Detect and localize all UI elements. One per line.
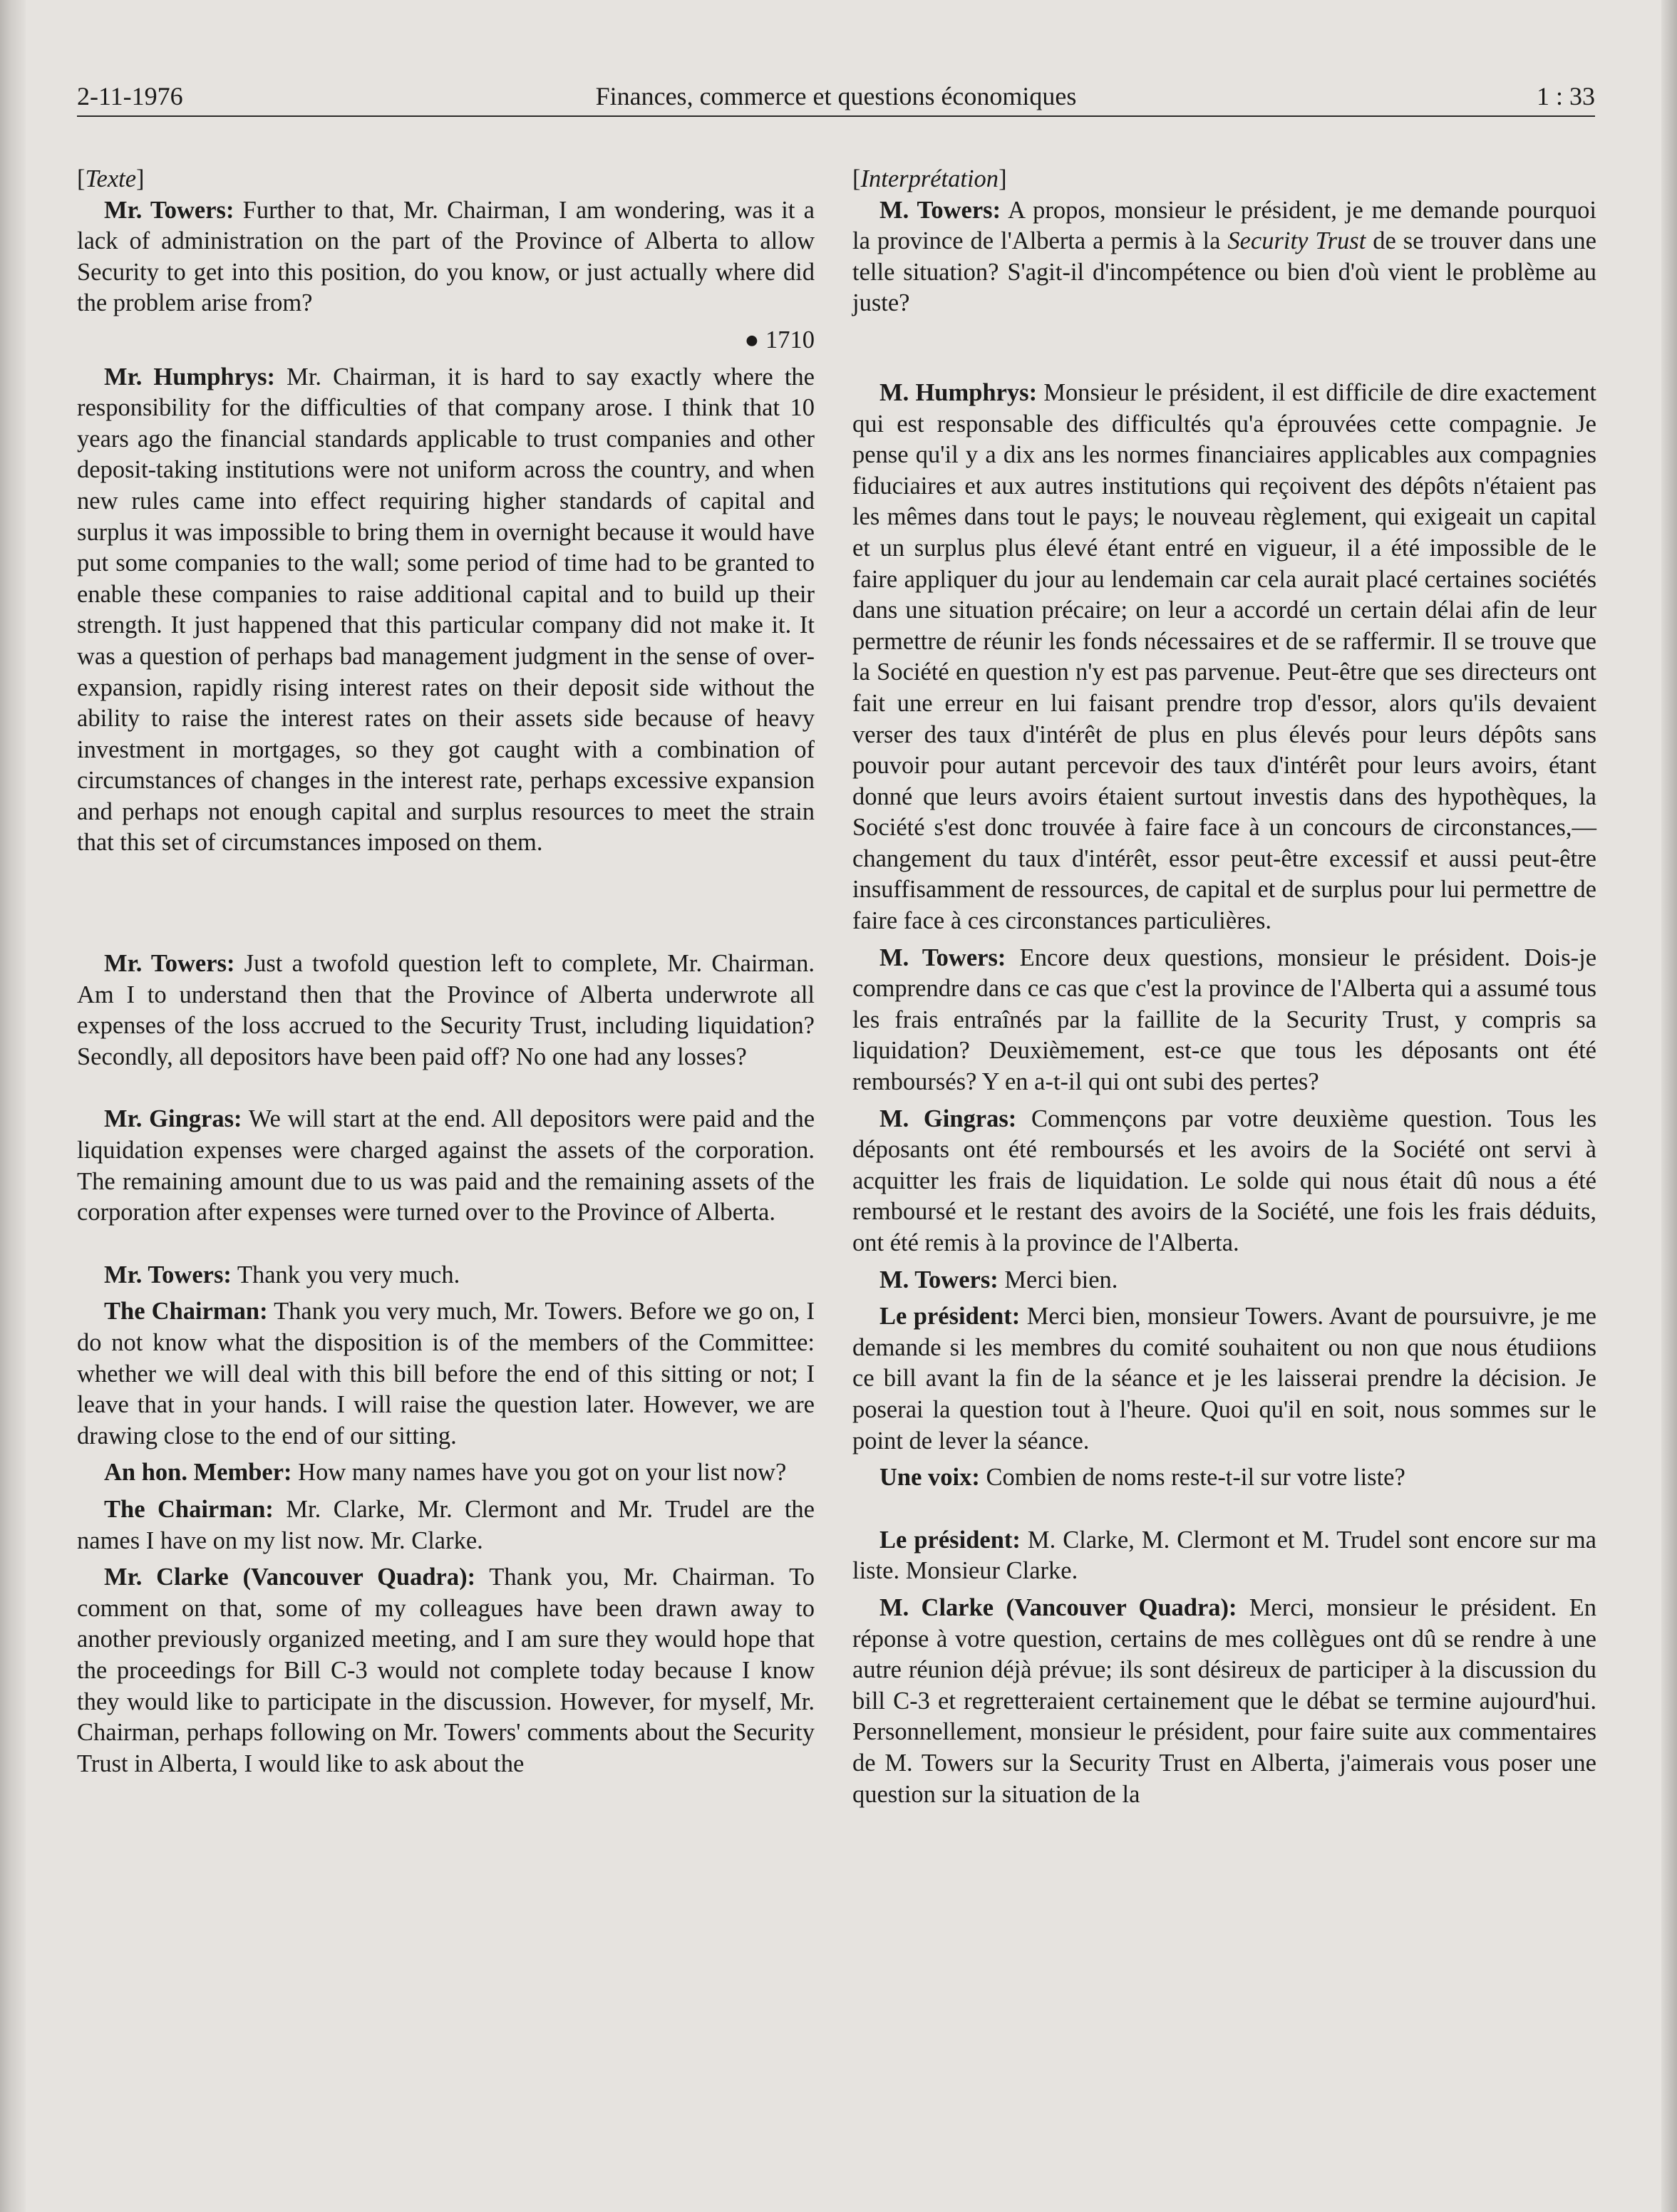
speech-text: de se trouver dans une telle situation? S'agit-il d'incompétence ou bien d'où vient le problème au juste? [852, 227, 1596, 317]
speaker-name: M. Humphrys: [879, 378, 1038, 406]
column-gap [77, 1234, 815, 1260]
speech-text: Combien de noms reste-t-il sur votre liste? [979, 1464, 1405, 1492]
speaker-name: M. Towers: [879, 196, 1001, 224]
column-gap [77, 864, 815, 949]
speech-text: Further to that, Mr. Chairman, I am wondering, was it a lack of administration on the part of the Province of Alberta to allow Security to get into this position, do you know, or just actually where did the problem arise from? [77, 196, 815, 317]
speaker-name: Mr. Clarke (Vancouver Quadra): [104, 1564, 476, 1591]
speech-paragraph [852, 195, 1596, 319]
speech-text: A propos, monsieur le président, je me demande pourquoi la province de l'Alberta a permis à la [852, 196, 1596, 255]
speech-paragraph [852, 1301, 1596, 1457]
speech-paragraph [852, 943, 1596, 1098]
section-label-text: Texte [85, 165, 137, 192]
speaker-name: Une voix: [879, 1464, 980, 1492]
speech-paragraph [77, 362, 815, 859]
header-date: 2-11-1976 [77, 82, 183, 110]
header-page-number: 1 : 33 [1536, 82, 1595, 110]
speaker-name: Le président: [879, 1526, 1021, 1554]
speech-paragraph [852, 378, 1596, 937]
column-gap [852, 325, 1596, 378]
speech-paragraph [77, 195, 815, 319]
speaker-name: Mr. Humphrys: [104, 363, 276, 391]
header-title: Finances, commerce et questions économiques [595, 82, 1077, 110]
page-binding-shadow [0, 0, 26, 2212]
speech-text: Thank you, Mr. Chairman. To comment on that, some of my colleagues have been drawn away to another previously organized meeting, and I am sure they would hope that the proceedings for Bill C-3 would not complete today because I know they would like to participate in the discussion. However, for myself, Mr. Chairman, perhaps following on Mr. Towers' comments about the Security Trust in Alberta, I would like to ask about the [77, 1564, 815, 1777]
column-gap [77, 1078, 815, 1104]
page-right-edge [1661, 0, 1677, 2212]
speaker-name: An hon. Member: [104, 1459, 292, 1487]
speaker-name: The Chairman: [104, 1298, 268, 1325]
column-gap [852, 1499, 1596, 1525]
speech-text: Commençons par votre deuxième question. Tous les déposants ont été remboursés et les avoirs de la Société ont servi à acquitter les frais de liquidation. Le solde qui nous était dû nous a été remboursé et le restant des avoirs de la Société, une fois les frais déduits, ont été remis à la province de l'Alberta. [852, 1105, 1596, 1256]
speech-text: Mr. Chairman, it is hard to say exactly where the responsibility for the difficulties of that company arose. I think that 10 years ago the financial standards applicable to trust companies and other deposit-taking institutions were not uniform across the country, and when new rules came into effect requiring higher standards of capital and surplus it was impossible to bring them in overnight because it would have put some companies to the wall; some period of time had to be granted to enable these companies to raise additional capital and to build up their strength. It just happened that this particular company did not make it. It was a question of perhaps bad management judgment in the sense of over-expansion, rapidly rising interest rates on their deposit side without the ability to raise the interest rates on their assets side because of heavy investment in mortgages, so they got caught with a combination of circumstances of changes in the interest rate, perhaps excessive expansion and perhaps not enough capital and surplus resources to meet the strain that this set of circumstances imposed on them. [77, 363, 815, 857]
speech-paragraph [77, 1296, 815, 1452]
speech-paragraph [77, 1104, 815, 1228]
speaker-name: M. Gingras: [879, 1105, 1017, 1132]
speaker-name: The Chairman: [104, 1495, 274, 1523]
speech-text: Encore deux questions, monsieur le président. Dois-je comprendre dans ce cas que c'est la province de l'Alberta qui a assumé tous les frais entraînés par la faillite de la Security Trust, y compris sa liquidation? Deuxièmement, est-ce que tous les déposants ont été remboursés? Y en a-t-il qui ont subi des pertes? [852, 944, 1597, 1096]
french-column [852, 164, 1596, 1816]
speech-paragraph [77, 949, 815, 1073]
speech-text: Monsieur le président, il est difficile de dire exactement qui est responsable des difficultés qu'a éprouvées cette compagnie. Je pense qu'il y a dix ans les normes financiaires applicables aux compagnies fiduciaires et aux autres institutions qui reçoivent des dépôts n'étaient pas les mêmes dans tout le pays; le nouveau règlement, qui exigeait un capital et un surplus plus élevé étant entré en vigueur, il a été impossible de le faire appliquer du jour au lendemain car cela aurait placé certaines sociétés dans une situation précaire; on leur a accordé un certain délai afin de leur permettre de réunir les fonds nécessaires et de se raffermir. Il se trouve que la Société en question n'y est pas parvenue. Peut-être que ses directeurs ont fait une erreur en lui faisant prendre trop d'essor, alors qu'ils devaient verser des taux d'intérêt de plus en plus élevés pour leurs dépôts sans pouvoir pour autant percevoir des taux d'intérêt pour leurs avoirs, étant donné que leurs avoirs étaient surtout investis dans des hypothèques, la Société s'est donc trouvée à faire face à un concours de circonstances,—changement du taux d'intérêt, essor peut-être excessif et aussi peut-être insuffisamment de ressources, de capital et de surplus pour lui permettre de faire face à ces circonstances particulières. [852, 378, 1596, 935]
speaker-name: M. Towers: [879, 944, 1006, 971]
speech-paragraph [77, 1260, 815, 1291]
speaker-name: Mr. Towers: [104, 950, 235, 978]
speech-text: Just a twofold question left to complete, Mr. Chairman. Am I to understand then that the Province of Alberta underwrote all expenses of the loss accrued to the Security Trust, including liquidation? Secondly, all depositors have been paid off? No one had any losses? [77, 950, 815, 1070]
speech-text: Merci bien. [998, 1266, 1118, 1293]
speaker-name: Mr. Towers: [104, 1261, 232, 1288]
italic-term: Security Trust [1227, 227, 1366, 255]
speech-paragraph [77, 1562, 815, 1779]
section-label: [Texte] [77, 165, 145, 192]
time-marker: ● 1710 [744, 326, 815, 353]
speaker-name: M. Clarke (Vancouver Quadra): [879, 1593, 1237, 1621]
speech-paragraph [852, 1104, 1596, 1259]
speech-paragraph [77, 1494, 815, 1556]
section-label: [Interprétation] [852, 165, 1007, 192]
speech-text: Merci bien, monsieur Towers. Avant de poursuivre, je me demande si les membres du comité souhaitent ou non que nous étudiions ce bill avant la fin de la séance et je les laisserai prendre la décision. Je poserai la question tout à l'heure. Quoi qu'il en soit, nous sommes sur le point de lever la séance. [852, 1303, 1596, 1454]
speech-text: We will start at the end. All depositors were paid and the liquidation expenses were charged against the assets of the corporation. The remaining amount due to us was paid and the remaining assets of the corporation after expenses were turned over to the Province of Alberta. [77, 1105, 815, 1226]
speech-text: How many names have you got on your list now? [291, 1459, 787, 1487]
section-label-text: Interprétation [860, 165, 999, 192]
speech-paragraph [852, 1265, 1596, 1296]
speaker-name: Le président: [879, 1303, 1021, 1330]
speech-paragraph [852, 1462, 1596, 1494]
speech-paragraph [852, 1525, 1596, 1587]
speech-text: Mr. Clarke, Mr. Clermont and Mr. Trudel are the names I have on my list now. Mr. Clarke. [77, 1495, 815, 1554]
english-column [77, 164, 815, 1785]
speaker-name: M. Towers: [879, 1266, 999, 1293]
speech-text: M. Clarke, M. Clermont et M. Trudel sont encore sur ma liste. Monsieur Clarke. [852, 1526, 1596, 1585]
speech-text: Thank you very much. [231, 1261, 460, 1288]
speech-paragraph [852, 1593, 1596, 1810]
speaker-name: Mr. Towers: [104, 196, 234, 224]
speech-text: Merci, monsieur le président. En réponse à votre question, certains de mes collègues ont dû se rendre à une autre réunion déjà prévue; ils sont désireux de participer à la discussion du bill C-3 et regretteraient certainement que le débat se termine aujourd'hui. Personnellement, monsieur le président, pour faire suite aux commentaires de M. Towers sur la Security Trust en Alberta, j'aimerais vous poser une question sur la situation de la [852, 1593, 1596, 1808]
running-header [77, 78, 1595, 117]
speech-text: Thank you very much, Mr. Towers. Before we go on, I do not know what the disposition is of the members of the Committee: whether we will deal with this bill before the end of this sitting or not; I leave that in your hands. I will raise the question later. However, we are drawing close to the end of our sitting. [77, 1298, 815, 1449]
speech-paragraph [77, 1457, 815, 1489]
speaker-name: Mr. Gingras: [104, 1105, 242, 1133]
